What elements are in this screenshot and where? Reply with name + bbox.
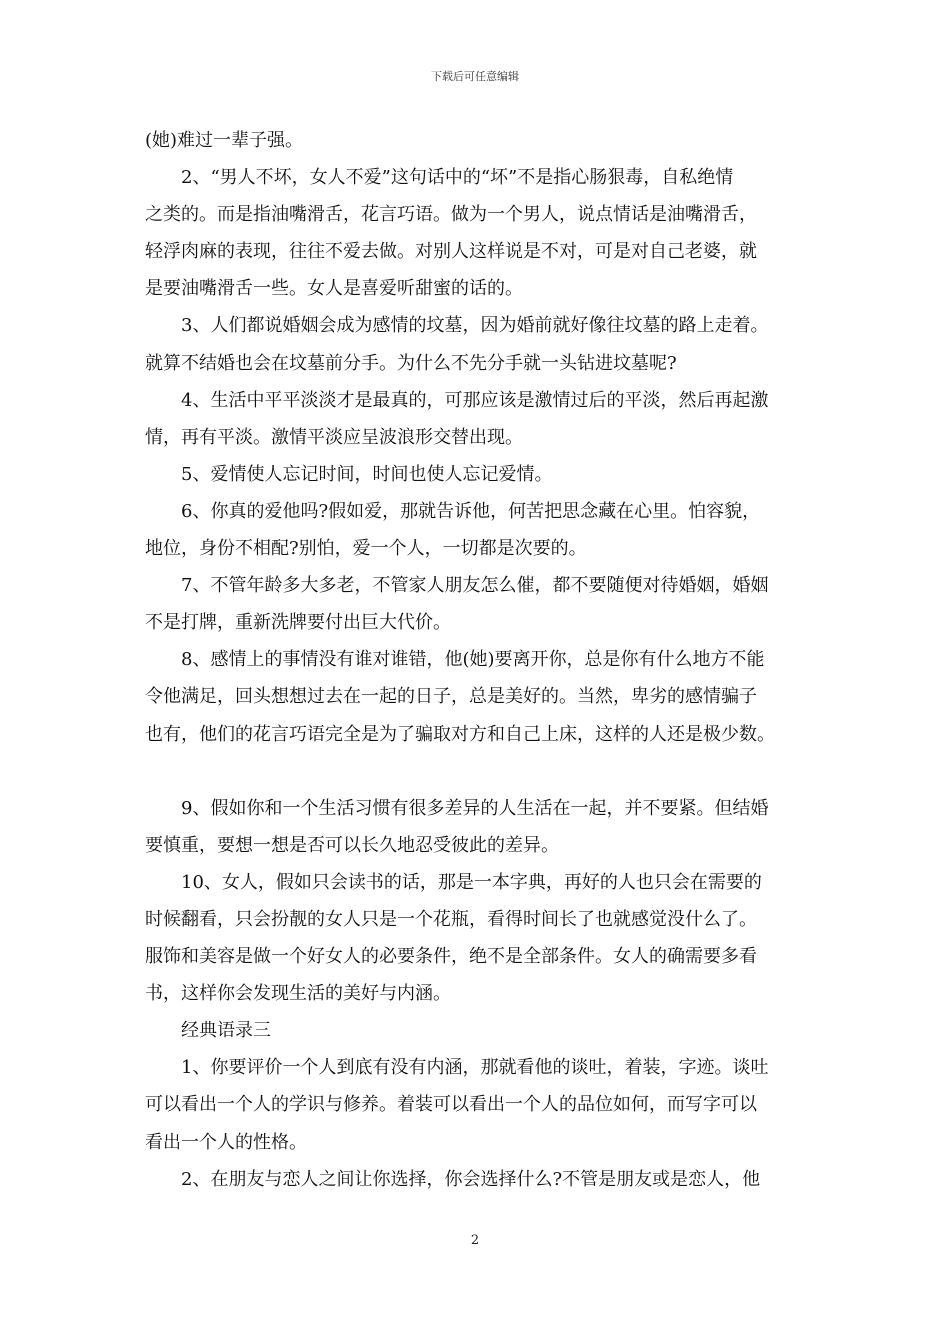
text-line: 轻浮肉麻的表现，往往不爱去做。对别人这样说是不对，可是对自己老婆，就	[145, 241, 757, 263]
page-number: 2	[470, 1233, 480, 1248]
paragraph-item-8	[145, 641, 815, 752]
paragraph-section3-item-1	[145, 1049, 815, 1160]
blank-line	[145, 753, 815, 790]
text-line: 可以看出一个人的学识与修养。着装可以看出一个人的品位如何，而写字可以	[145, 1094, 757, 1116]
text-line: 看出一个人的性格。	[145, 1131, 307, 1153]
text-line: 7、不管年龄多大多老，不管家人朋友怎么催，都不要随便对待婚姻，婚姻	[181, 575, 769, 597]
text-line: 5、爱情使人忘记时间，时间也使人忘记爱情。	[181, 463, 553, 485]
paragraph-item-6	[145, 493, 815, 567]
paragraph-section3-item-2	[145, 1161, 815, 1198]
text-line: 6、你真的爱他吗?假如爱，那就告诉他，何苦把思念藏在心里。怕容貌，	[181, 500, 761, 522]
text-line: 3、人们都说婚姻会成为感情的坟墓，因为婚前就好像往坟墓的路上走着。	[181, 315, 769, 337]
text-line: 就算不结婚也会在坟墓前分手。为什么不先分手就一头钻进坟墓呢?	[145, 352, 677, 374]
paragraph-item-9	[145, 790, 815, 864]
paragraph-item-2	[145, 159, 815, 307]
paragraph-item-7	[145, 567, 815, 641]
section-title: 经典语录三	[181, 1020, 271, 1042]
paragraph-continuation	[145, 122, 815, 159]
text-line: 4、生活中平平淡淡才是最真的，可那应该是激情过后的平淡，然后再起激	[181, 389, 769, 411]
text-line: 10、女人，假如只会读书的话，那是一本字典，再好的人也只会在需要的	[181, 871, 762, 893]
text-line: 服饰和美容是做一个好女人的必要条件，绝不是全部条件。女人的确需要多看	[145, 946, 757, 968]
paragraph-item-4	[145, 382, 815, 456]
page-header: 下载后可任意编辑	[431, 70, 519, 83]
document-body	[145, 122, 815, 1198]
text-line: 9、假如你和一个生活习惯有很多差异的人生活在一起，并不要紧。但结婚	[181, 797, 769, 819]
text-line: 之类的。而是指油嘴滑舌，花言巧语。做为一个男人，说点情话是油嘴滑舌，	[145, 204, 757, 226]
paragraph-item-10	[145, 864, 815, 1012]
text-line: 不是打牌，重新洗牌要付出巨大代价。	[145, 612, 451, 634]
text-line: 时候翻看，只会扮靓的女人只是一个花瓶，看得时间长了也就感觉没什么了。	[145, 908, 757, 930]
text-line: 1、你要评价一个人到底有没有内涵，那就看他的谈吐，着装，字迹。谈吐	[181, 1057, 769, 1079]
paragraph-item-5	[145, 456, 815, 493]
paragraph-item-3	[145, 307, 815, 381]
text-line: 是要油嘴滑舌一些。女人是喜爱听甜蜜的话的。	[145, 278, 523, 300]
text-line: 2、“男人不坏，女人不爱”这句话中的“坏”不是指心肠狠毒，自私绝情	[181, 167, 734, 189]
text-line: 书，这样你会发现生活的美好与内涵。	[145, 983, 451, 1005]
text-line: (她)难过一辈子强。	[145, 130, 304, 151]
text-line: 8、感情上的事情没有谁对谁错，他(她)要离开你，总是你有什么地方不能	[181, 649, 765, 671]
text-line: 情，再有平淡。激情平淡应呈波浪形交替出现。	[145, 426, 523, 448]
text-line: 要慎重，要想一想是否可以长久地忍受彼此的差异。	[145, 834, 559, 856]
text-line: 2、在朋友与恋人之间让你选择，你会选择什么?不管是朋友或是恋人，他	[181, 1168, 761, 1190]
text-line: 令他满足，回头想想过去在一起的日子，总是美好的。当然，卑劣的感情骗子	[145, 686, 757, 708]
text-line: 也有，他们的花言巧语完全是为了骗取对方和自己上床，这样的人还是极少数。	[145, 723, 775, 745]
section-heading	[145, 1012, 815, 1049]
text-line: 地位，身份不相配?别怕，爱一个人，一切都是次要的。	[145, 538, 587, 560]
